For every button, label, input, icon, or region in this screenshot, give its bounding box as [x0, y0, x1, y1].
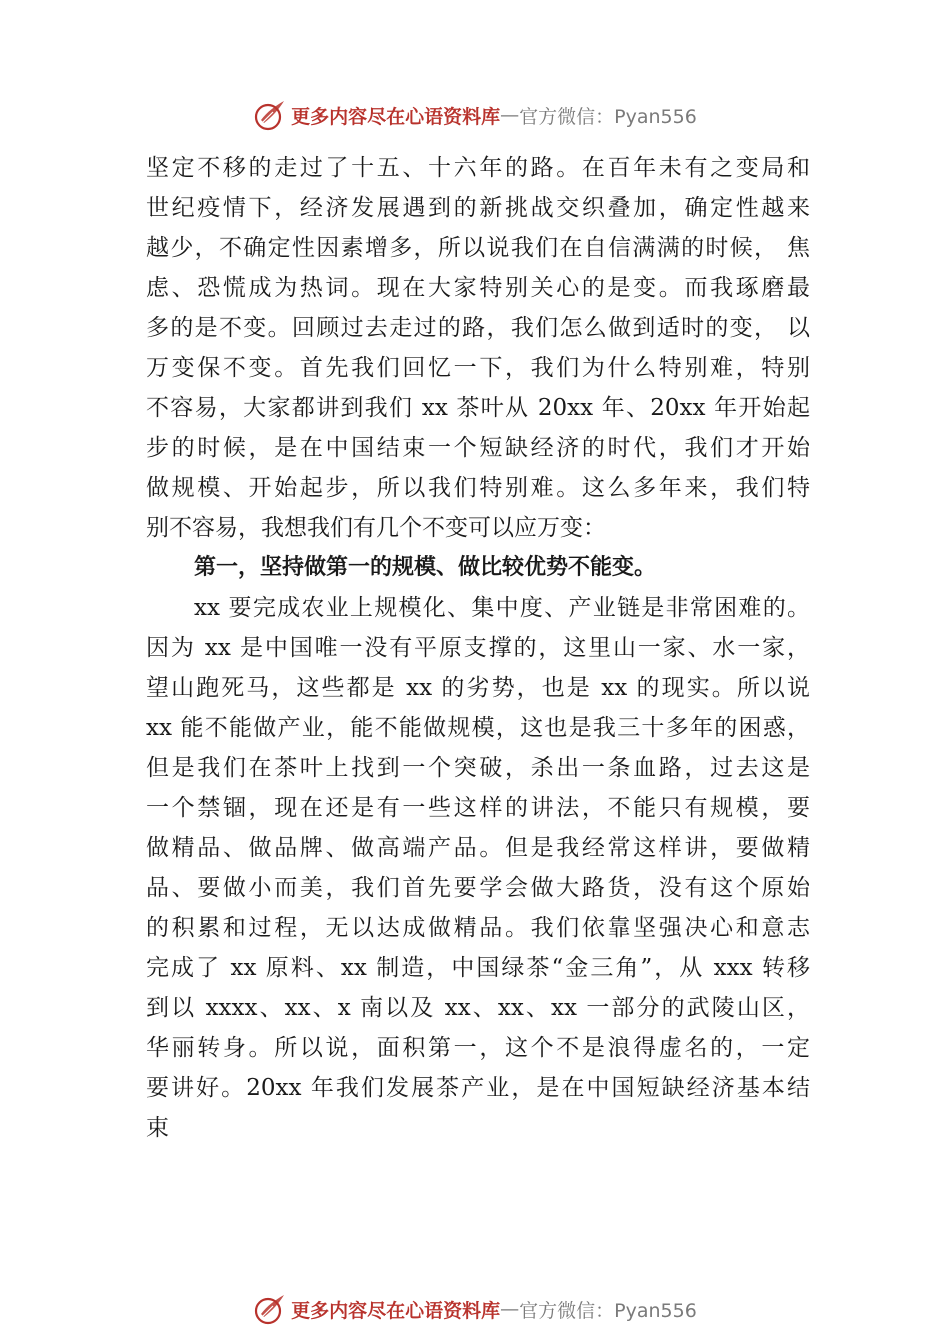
text-line: 完成了 xx 原料、xx 制造，中国绿茶“金三角”，从 xxx 转移	[146, 955, 810, 981]
quill-logo-icon	[253, 98, 287, 132]
text-line: 做精品、做品牌、做高端产品。但是我经常这样讲，要做精	[146, 835, 810, 861]
text-line: 但是我们在茶叶上找到一个突破，杀出一条血路，过去这是	[146, 755, 810, 781]
text-line: xx 能不能做产业，能不能做规模，这也是我三十多年的困惑，	[146, 715, 810, 741]
banner-wechat-text: 官方微信：Pyan556	[519, 105, 697, 128]
text-line: 望山跑死马，这些都是 xx 的劣势，也是 xx 的现实。所以说	[146, 675, 810, 701]
text-line: 品、要做小而美，我们首先要学会做大路货，没有这个原始	[146, 875, 810, 901]
banner-dash: —	[500, 104, 520, 126]
document-body	[146, 148, 810, 1148]
banner-wechat-text: 官方微信：Pyan556	[519, 1299, 697, 1322]
quill-logo-icon	[253, 1292, 287, 1326]
banner-dash: —	[500, 1298, 520, 1320]
text-line: 束	[146, 1115, 169, 1141]
text-line: xx 要完成农业上规模化、集中度、产业链是非常困难的。	[194, 595, 810, 621]
text-line: 别不容易，我想我们有几个不变可以应万变：	[146, 515, 606, 541]
text-line: 因为 xx 是中国唯一没有平原支撑的，这里山一家、水一家，	[146, 635, 810, 661]
text-line: 万变保不变。首先我们回忆一下，我们为什么特别难，特别	[146, 355, 810, 381]
text-line: 世纪疫情下，经济发展遇到的新挑战交织叠加，确定性越来	[146, 195, 810, 221]
watermark-banner-bottom	[0, 1289, 950, 1329]
text-line: 虑、恐慌成为热词。现在大家特别关心的是变。而我琢磨最	[146, 275, 810, 301]
section-heading: 第一，坚持做第一的规模、做比较优势不能变。	[194, 555, 657, 580]
text-line: 一个禁锢，现在还是有一些这样的讲法，不能只有规模，要	[146, 795, 810, 821]
watermark-banner-top	[0, 95, 950, 135]
text-line: 华丽转身。所以说，面积第一，这个不是浪得虚名的，一定	[146, 1035, 810, 1061]
text-line: 做规模、开始起步，所以我们特别难。这么多年来，我们特	[146, 475, 810, 501]
text-line: 不容易，大家都讲到我们 xx 茶叶从 20xx 年、20xx 年开始起	[146, 395, 810, 421]
banner-red-text: 更多内容尽在心语资料库	[291, 1299, 501, 1322]
banner-red-text: 更多内容尽在心语资料库	[291, 105, 501, 128]
text-line: 坚定不移的走过了十五、十六年的路。在百年未有之变局和	[146, 155, 810, 181]
text-line: 到以 xxxx、xx、x 南以及 xx、xx、xx 一部分的武陵山区，	[146, 995, 810, 1021]
text-line: 多的是不变。回顾过去走过的路，我们怎么做到适时的变， 以	[146, 315, 810, 341]
text-line: 越少，不确定性因素增多，所以说我们在自信满满的时候， 焦	[146, 235, 810, 261]
text-line: 要讲好。20xx 年我们发展茶产业，是在中国短缺经济基本结	[146, 1075, 810, 1101]
text-line: 的积累和过程，无以达成做精品。我们依靠坚强决心和意志	[146, 915, 810, 941]
text-line: 步的时候，是在中国结束一个短缺经济的时代，我们才开始	[146, 435, 810, 461]
